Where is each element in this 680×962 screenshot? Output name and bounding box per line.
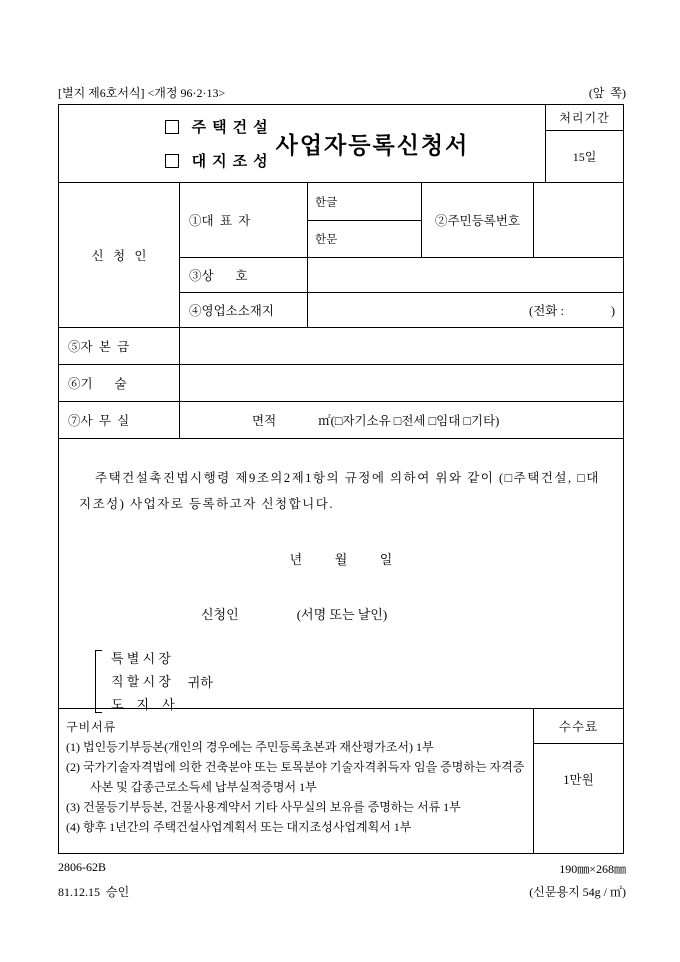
- fee-box: [533, 709, 623, 853]
- fee-value: 1만원: [563, 773, 594, 787]
- addressee-direct-mayor: 직 할 시 장: [111, 674, 171, 689]
- seal-note: (서명 또는 날인): [296, 607, 388, 622]
- hanja-label: 한문: [315, 234, 338, 246]
- hangul-label: 한글: [315, 196, 338, 209]
- applicant-signature-label: 신청인: [201, 607, 239, 622]
- representative-hangul-field[interactable]: [307, 183, 421, 220]
- document-item: (3) 건물등기부등본, 건물사용계약서 기타 사무실의 보유를 증명하는 서류 1부: [66, 800, 461, 814]
- addressee-special-mayor: 특 별 시 장: [111, 651, 171, 666]
- documents-section: [59, 708, 623, 853]
- addressee-block: [79, 647, 603, 716]
- trade-name-input[interactable]: [307, 257, 623, 292]
- land-development-checkbox[interactable]: [165, 154, 179, 168]
- title-checkboxes: [165, 116, 274, 171]
- phone-label: (전화 : ): [529, 304, 615, 318]
- documents-list: [59, 709, 533, 853]
- date-line: 년 월 일: [289, 552, 393, 567]
- applicant-section-label: 신 청 인: [91, 249, 147, 263]
- fee-label: 수수료: [534, 709, 623, 744]
- office-input[interactable]: [179, 402, 623, 438]
- capital-input[interactable]: [179, 328, 623, 364]
- land-development-label: 대지조성: [191, 154, 274, 170]
- form-code-note: [별지 제6호서식] <개정 96·2·13>: [58, 86, 226, 100]
- office-ownership-options: (□자기소유 □전세 □임대 □기타): [330, 414, 500, 428]
- declaration-section: [59, 438, 623, 712]
- office-row: [59, 401, 623, 438]
- office-label: ⑦사 무 실: [68, 414, 130, 428]
- form-title: 사업자등록신청서: [275, 133, 470, 158]
- addressee-suffix: 귀하: [187, 675, 213, 690]
- office-address-input[interactable]: [307, 292, 623, 327]
- title-section: [59, 105, 623, 183]
- title-main: [59, 105, 545, 182]
- office-address-label: ④영업소소재지: [179, 292, 307, 327]
- paper-spec-note: (신문용지 54g / ㎡): [529, 885, 626, 899]
- applicant-section: [59, 183, 623, 327]
- paper-size-note: 190㎜×268㎜: [559, 862, 626, 876]
- form-header: [58, 84, 626, 101]
- representative-label: ①대 표 자: [179, 183, 307, 257]
- processing-period-value: 15일: [572, 150, 597, 164]
- capital-row: [59, 327, 623, 364]
- land-development-option: [165, 150, 274, 171]
- declaration-text: 주택건설촉진법시행령 제9조의2제1항의 규정에 의하여 위와 같이 (□주택건설, □대지조성) 사업자로 등록하고자 신청합니다.: [79, 471, 600, 511]
- technology-row: [59, 364, 623, 401]
- technology-label: ⑥기 술: [68, 377, 127, 391]
- approval-note: 81.12.15 승인: [58, 885, 130, 899]
- page-side-note: (앞 쪽): [588, 86, 626, 100]
- technology-input[interactable]: [179, 365, 623, 401]
- resident-number-label: ②주민등록번호: [421, 183, 533, 257]
- document-item: (2) 국가기술자격법에 의한 건축분야 또는 토목분야 기술자격취득자 임을 증명하는 자격증 사본 및 갑종근로소득세 납부실적증명서 1부: [66, 760, 525, 794]
- bracket-shape: [95, 650, 102, 713]
- housing-construction-checkbox[interactable]: [165, 120, 179, 134]
- form-serial-code: 2806-62B: [58, 860, 106, 874]
- housing-construction-option: [165, 116, 274, 137]
- capital-label: ⑤자 본 금: [68, 340, 130, 354]
- representative-hanja-field[interactable]: [307, 220, 421, 257]
- addressee-list: [111, 647, 175, 716]
- document-item: (4) 향후 1년간의 주택건설사업계획서 또는 대지조성사업계획서 1부: [66, 820, 412, 834]
- footer-row-2: [58, 883, 626, 900]
- form-box: [58, 104, 624, 854]
- trade-name-label: ③상 호: [179, 257, 307, 292]
- signature-line: [79, 604, 603, 623]
- resident-number-input[interactable]: [533, 183, 623, 257]
- footer-row-1: [58, 860, 626, 877]
- document-item: (1) 법인등기부등본(개인의 경우에는 주민등록초본과 재산평가조서) 1부: [66, 740, 434, 754]
- processing-period-label: 처리기간: [546, 105, 623, 131]
- documents-title: 구비서류: [66, 720, 117, 734]
- housing-construction-label: 주택건설: [191, 120, 274, 136]
- addressee-governor: 도 지 사: [111, 697, 175, 712]
- office-area-unit: ㎡: [318, 414, 331, 428]
- processing-period-box: [545, 105, 623, 182]
- office-area-label: 면적: [252, 414, 277, 428]
